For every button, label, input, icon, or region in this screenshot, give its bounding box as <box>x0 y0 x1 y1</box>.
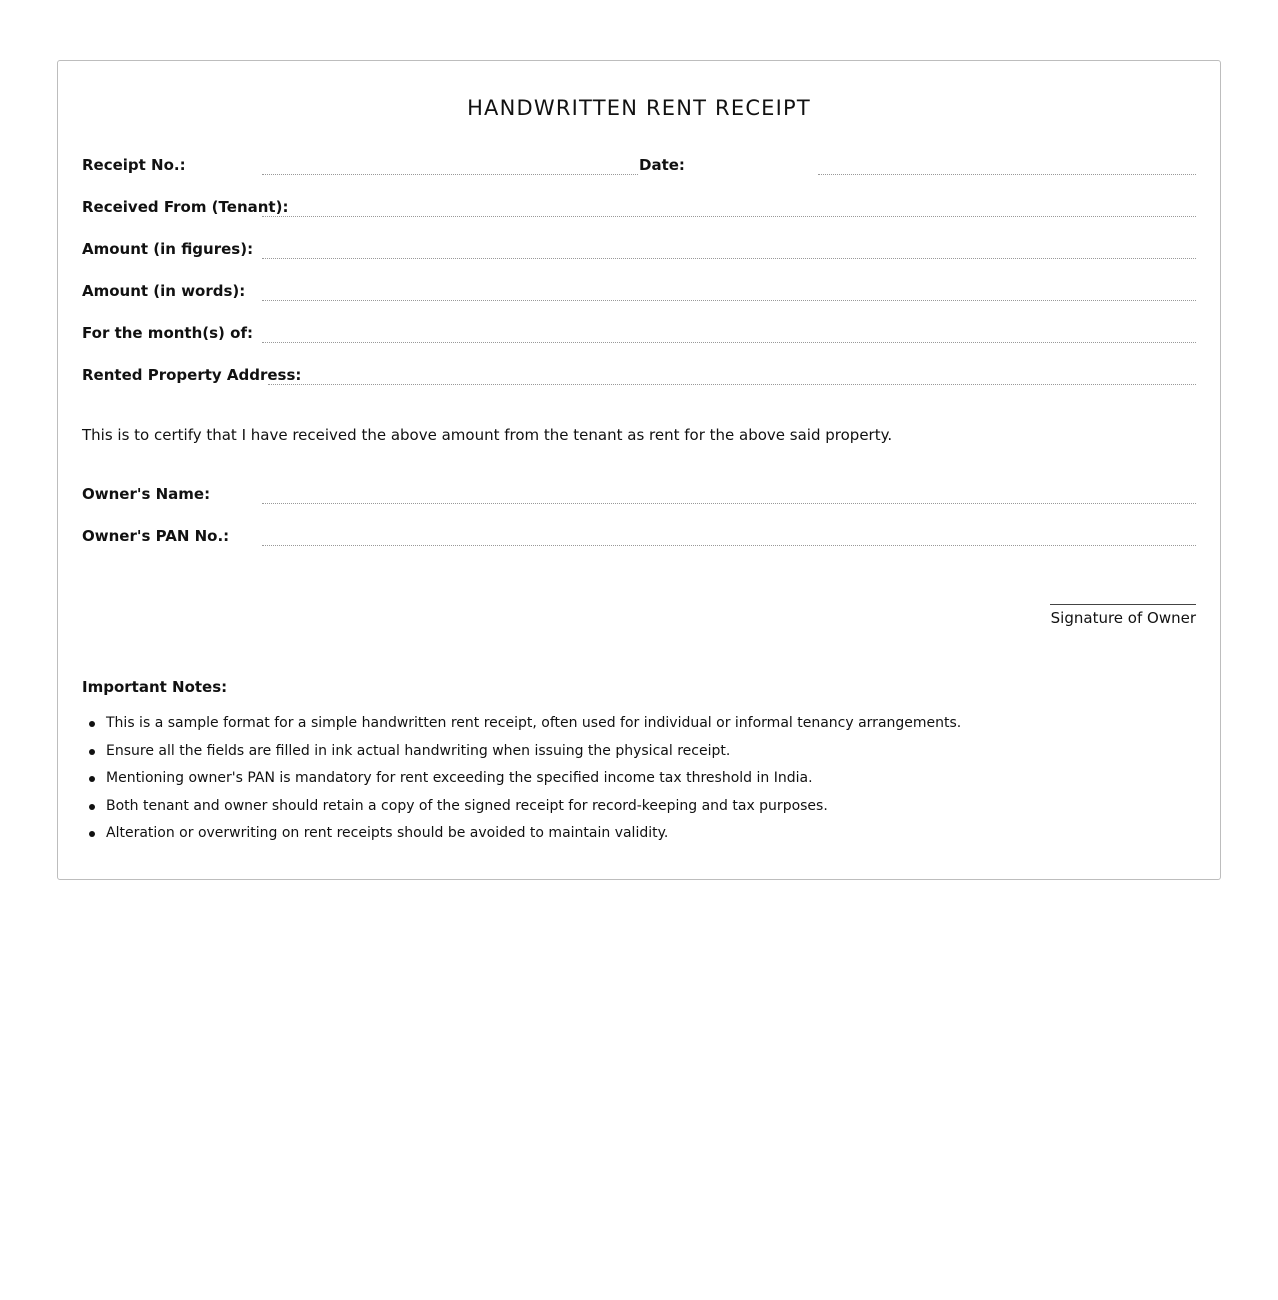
amount-words-label: Amount (in words): <box>82 282 246 300</box>
amount-figures-label: Amount (in figures): <box>82 240 254 258</box>
bullet-icon <box>89 721 95 727</box>
signature-caption: Signature of Owner <box>1050 609 1196 627</box>
owner-name-label: Owner's Name: <box>82 485 211 503</box>
property-address-label: Rented Property Address: <box>82 366 302 384</box>
rent-receipt-form <box>57 60 1221 880</box>
bullet-icon <box>89 804 95 810</box>
received-from-field[interactable] <box>262 216 1196 217</box>
notes-list <box>82 713 961 851</box>
date-label: Date: <box>639 156 685 174</box>
amount-figures-field[interactable] <box>262 258 1196 259</box>
date-field[interactable] <box>818 174 1196 175</box>
owner-pan-field[interactable] <box>262 545 1196 546</box>
received-from-label: Received From (Tenant): <box>82 198 289 216</box>
receipt-no-field[interactable] <box>262 174 638 175</box>
property-address-field[interactable] <box>268 384 1196 385</box>
receipt-title: HANDWRITTEN RENT RECEIPT <box>467 96 811 120</box>
receipt-no-label: Receipt No.: <box>82 156 186 174</box>
note-text: Alteration or overwriting on rent receipts should be avoided to maintain validity. <box>106 825 669 841</box>
months-field[interactable] <box>262 342 1196 343</box>
note-text: This is a sample format for a simple handwritten rent receipt, often used for individual or informal tenancy arrangements. <box>106 715 962 731</box>
note-item <box>82 823 961 851</box>
owner-name-field[interactable] <box>262 503 1196 504</box>
note-text: Mentioning owner's PAN is mandatory for rent exceeding the specified income tax threshold in India. <box>106 770 813 786</box>
note-text: Both tenant and owner should retain a copy of the signed receipt for record-keeping and tax purposes. <box>106 797 828 814</box>
bullet-icon <box>89 749 95 755</box>
signature-line[interactable] <box>1050 604 1196 605</box>
note-text: Ensure all the fields are filled in ink actual handwriting when issuing the physical receipt. <box>106 742 731 759</box>
note-item <box>82 768 961 796</box>
months-label: For the month(s) of: <box>82 324 253 342</box>
note-item <box>82 713 961 741</box>
note-item <box>82 741 961 769</box>
bullet-icon <box>89 831 95 837</box>
amount-words-field[interactable] <box>262 300 1196 301</box>
note-item <box>82 796 961 824</box>
certification-statement: This is to certify that I have received the above amount from the tenant as rent for the above said property. <box>82 426 893 444</box>
owner-pan-label: Owner's PAN No.: <box>82 527 230 545</box>
bullet-icon <box>89 776 95 782</box>
notes-heading: Important Notes: <box>82 678 228 696</box>
